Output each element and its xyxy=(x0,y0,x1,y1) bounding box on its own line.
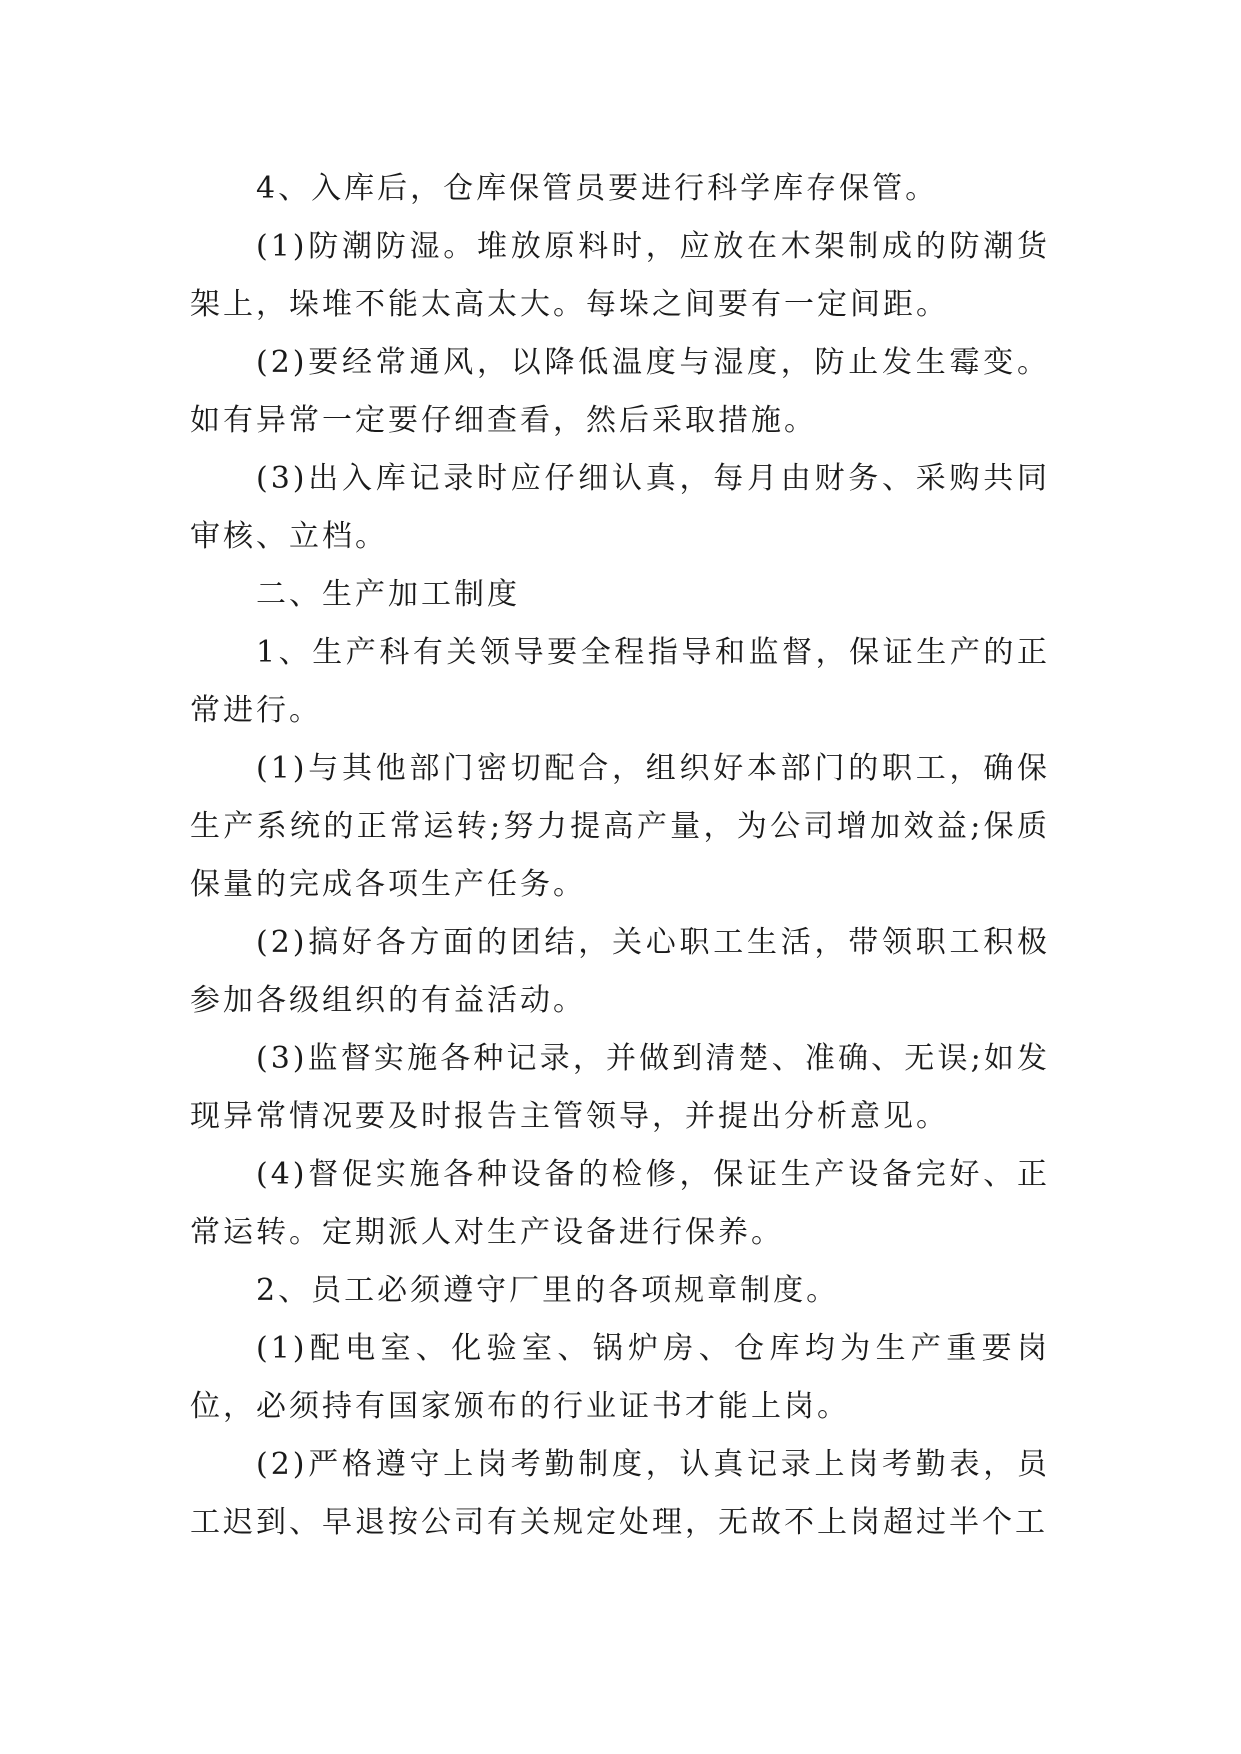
section-heading-production: 二、生产加工制度 xyxy=(256,577,520,612)
document-body xyxy=(190,160,1050,1552)
paragraph-monitor-records: (3)监督实施各种记录，并做到清楚、准确、无误;如发现异常情况要及时报告主管领导，并提出分析意见。 xyxy=(190,1041,1050,1134)
paragraph-unity: (2)搞好各方面的团结，关心职工生活，带领职工积极参加各级组织的有益活动。 xyxy=(190,925,1050,1018)
paragraph-staff-rules: 2、员工必须遵守厂里的各项规章制度。 xyxy=(256,1273,840,1308)
paragraph-equipment-maintenance: (4)督促实施各种设备的检修，保证生产设备完好、正常运转。定期派人对生产设备进行保养。 xyxy=(190,1157,1050,1250)
paragraph-attendance: (2)严格遵守上岗考勤制度，认真记录上岗考勤表，员工迟到、早退按公司有关规定处理，无故不上岗超过半个工 xyxy=(190,1447,1050,1540)
paragraph-cooperation: (1)与其他部门密切配合，组织好本部门的职工，确保生产系统的正常运转;努力提高产量，为公司增加效益;保质保量的完成各项生产任务。 xyxy=(190,751,1050,902)
paragraph-certification: (1)配电室、化验室、锅炉房、仓库均为生产重要岗位，必须持有国家颁布的行业证书才能上岗。 xyxy=(190,1331,1050,1424)
paragraph-supervision: 1、生产科有关领导要全程指导和监督，保证生产的正常进行。 xyxy=(190,635,1050,728)
paragraph-records: (3)出入库记录时应仔细认真，每月由财务、采购共同审核、立档。 xyxy=(190,461,1050,554)
paragraph-storage-rule: 4、入库后，仓库保管员要进行科学库存保管。 xyxy=(256,171,939,206)
paragraph-ventilation: (2)要经常通风，以降低温度与湿度，防止发生霉变。如有异常一定要仔细查看，然后采取措施。 xyxy=(190,345,1050,438)
paragraph-moisture-proof: (1)防潮防湿。堆放原料时，应放在木架制成的防潮货架上，垛堆不能太高太大。每垛之间要有一定间距。 xyxy=(190,229,1050,322)
